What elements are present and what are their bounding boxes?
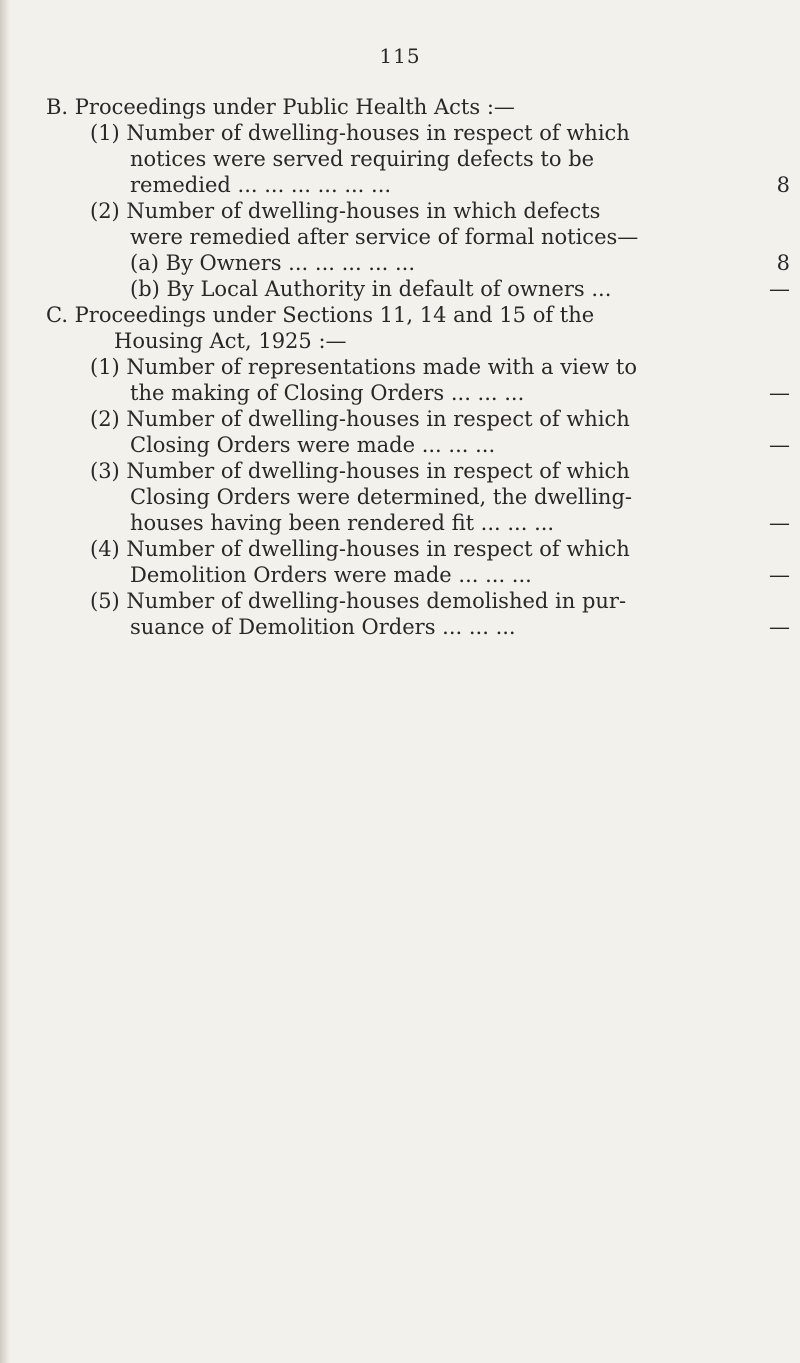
binding-edge xyxy=(0,0,10,1363)
item-b2a-value: 8 xyxy=(776,251,790,275)
section-c-heading-line-2: Housing Act, 1925 :— xyxy=(114,329,347,353)
item-b2-line-2: were remedied after service of formal notices— xyxy=(130,225,639,249)
item-b2b-value: — xyxy=(769,277,790,301)
item-c3-value: — xyxy=(769,511,790,535)
item-c4-line-2: Demolition Orders were made ... ... ... xyxy=(130,563,532,587)
item-b1-line-3: remedied ... ... ... ... ... ... xyxy=(130,173,392,197)
item-b1-value: 8 xyxy=(776,173,790,197)
item-c5-line-2: suance of Demolition Orders ... ... ... xyxy=(130,615,516,639)
item-c4-value: — xyxy=(769,563,790,587)
item-c1-line-2: the making of Closing Orders ... ... ... xyxy=(130,381,525,405)
section-b-heading: B. Proceedings under Public Health Acts :— xyxy=(46,95,515,119)
item-b2b-line: (b) By Local Authority in default of owners ... xyxy=(130,277,612,301)
item-c2-value: — xyxy=(769,433,790,457)
item-c5-line-1: (5) Number of dwelling-houses demolished in pur- xyxy=(90,589,627,613)
item-c3-line-2: Closing Orders were determined, the dwelling- xyxy=(130,485,633,509)
page-number: 115 xyxy=(379,44,421,68)
item-b1-line-2: notices were served requiring defects to be xyxy=(130,147,595,171)
item-c3-line-1: (3) Number of dwelling-houses in respect of which xyxy=(90,459,630,483)
section-c-heading-line-1: C. Proceedings under Sections 11, 14 and 15 of the xyxy=(46,303,595,327)
item-b2a-line: (a) By Owners ... ... ... ... ... xyxy=(130,251,416,275)
item-c2-line-2: Closing Orders were made ... ... ... xyxy=(130,433,496,457)
item-c1-line-1: (1) Number of representations made with a view to xyxy=(90,355,637,379)
item-c1-value: — xyxy=(769,381,790,405)
item-c5-value: — xyxy=(769,615,790,639)
item-c2-line-1: (2) Number of dwelling-houses in respect of which xyxy=(90,407,630,431)
item-b2-line-1: (2) Number of dwelling-houses in which defects xyxy=(90,199,601,223)
item-c4-line-1: (4) Number of dwelling-houses in respect of which xyxy=(90,537,630,561)
item-c3-line-3: houses having been rendered fit ... ... ... xyxy=(130,511,555,535)
item-b1-line-1: (1) Number of dwelling-houses in respect of which xyxy=(90,121,630,145)
